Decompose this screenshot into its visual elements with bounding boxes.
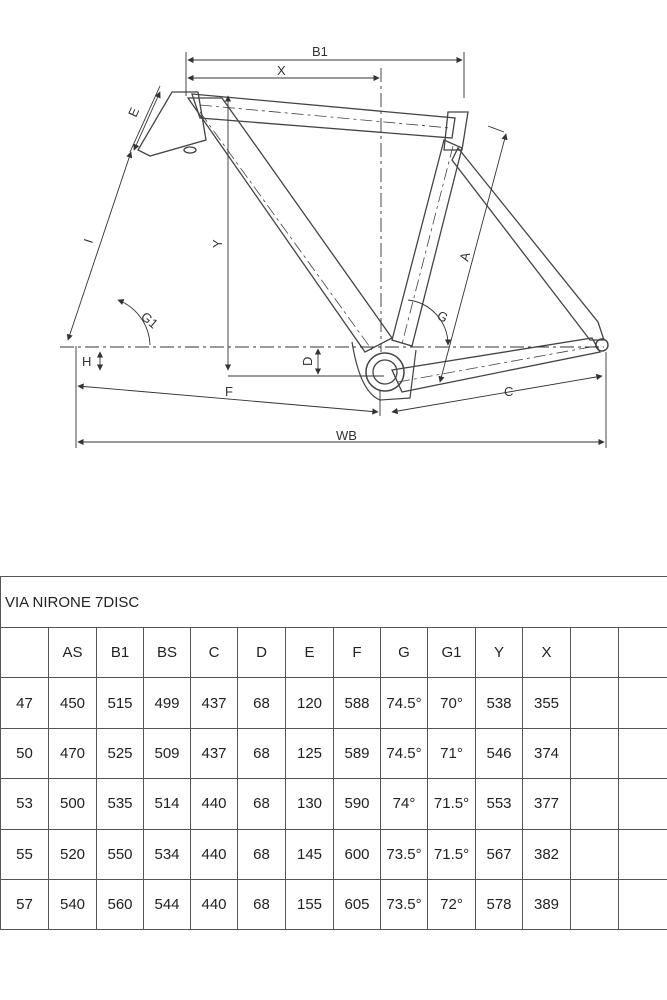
header-cell: C [191,628,238,678]
table-cell: 72° [428,879,476,929]
table-cell: 600 [334,829,381,879]
table-cell: 68 [238,829,286,879]
label-e: E [125,105,143,120]
header-cell: G1 [428,628,476,678]
size-cell: 47 [1,678,49,728]
table-cell: 73.5° [381,879,428,929]
table-cell [571,829,619,879]
table-cell: 544 [144,879,191,929]
header-cell: B1 [97,628,144,678]
table-title: VIA NIRONE 7DISC [1,577,667,628]
table-cell: 499 [144,678,191,728]
table-cell [571,678,619,728]
table-cell: 535 [97,779,144,829]
label-y: Y [210,239,225,248]
table-cell: 514 [144,779,191,829]
label-x: X [277,63,286,78]
table-cell: 588 [334,678,381,728]
table-row [1,779,667,829]
table-cell: 589 [334,728,381,778]
label-wb: WB [336,428,357,443]
table-cell: 546 [476,728,523,778]
size-cell: 53 [1,779,49,829]
table-cell: 73.5° [381,829,428,879]
label-g1: G1 [138,308,161,332]
table-cell: 540 [49,879,97,929]
table-row [1,728,667,778]
table-cell: 534 [144,829,191,879]
table-cell: 450 [49,678,97,728]
header-cell: G [381,628,428,678]
table-cell: 590 [334,779,381,829]
table-cell: 520 [49,829,97,879]
table-cell: 377 [523,779,571,829]
table-cell: 71.5° [428,779,476,829]
table-cell: 70° [428,678,476,728]
table-cell [619,678,667,728]
label-a: A [456,250,474,263]
table-cell: 605 [334,879,381,929]
table-row [1,879,667,929]
header-cell [1,628,49,678]
table-cell: 389 [523,879,571,929]
table-cell: 74.5° [381,728,428,778]
table-cell: 440 [191,779,238,829]
header-cell: D [238,628,286,678]
table-cell: 125 [286,728,334,778]
frame-geometry-diagram [0,0,667,460]
table-cell [571,879,619,929]
table-cell: 437 [191,678,238,728]
table-cell: 550 [97,829,144,879]
table-cell: 68 [238,678,286,728]
table-cell [619,779,667,829]
table-cell: 382 [523,829,571,879]
table-cell: 560 [97,879,144,929]
header-cell: BS [144,628,191,678]
table-cell: 71.5° [428,829,476,879]
table-cell: 68 [238,779,286,829]
table-cell: 470 [49,728,97,778]
label-g: G [434,307,451,326]
table-cell [571,728,619,778]
size-cell: 50 [1,728,49,778]
header-cell [571,628,619,678]
table-cell: 68 [238,879,286,929]
table-cell: 120 [286,678,334,728]
header-cell: E [286,628,334,678]
geometry-table [0,576,667,930]
table-cell: 74.5° [381,678,428,728]
table-cell: 355 [523,678,571,728]
table-cell: 440 [191,879,238,929]
header-cell: X [523,628,571,678]
header-cell: AS [49,628,97,678]
table-header-row [1,628,667,678]
table-cell: 155 [286,879,334,929]
bike-frame [138,92,608,400]
table-cell [619,879,667,929]
label-c: C [504,384,514,399]
table-cell: 500 [49,779,97,829]
label-d: D [300,356,315,366]
table-row [1,829,667,879]
label-i: I [80,236,96,245]
table-cell: 515 [97,678,144,728]
table-cell: 437 [191,728,238,778]
table-cell: 578 [476,879,523,929]
table-row [1,678,667,728]
table-cell: 567 [476,829,523,879]
table-cell: 525 [97,728,144,778]
table-cell: 440 [191,829,238,879]
table-cell: 130 [286,779,334,829]
label-b1: B1 [312,44,328,59]
table-cell: 68 [238,728,286,778]
label-h: H [82,354,92,369]
table-cell: 553 [476,779,523,829]
table-cell: 509 [144,728,191,778]
table-cell: 74° [381,779,428,829]
table-cell: 71° [428,728,476,778]
table-cell: 538 [476,678,523,728]
header-cell [619,628,667,678]
table-cell: 145 [286,829,334,879]
table-cell: 374 [523,728,571,778]
table-cell [571,779,619,829]
header-cell: F [334,628,381,678]
table-cell [619,728,667,778]
table-title-row [1,577,667,628]
header-cell: Y [476,628,523,678]
label-f: F [225,384,233,399]
size-cell: 55 [1,829,49,879]
table-cell [619,829,667,879]
size-cell: 57 [1,879,49,929]
